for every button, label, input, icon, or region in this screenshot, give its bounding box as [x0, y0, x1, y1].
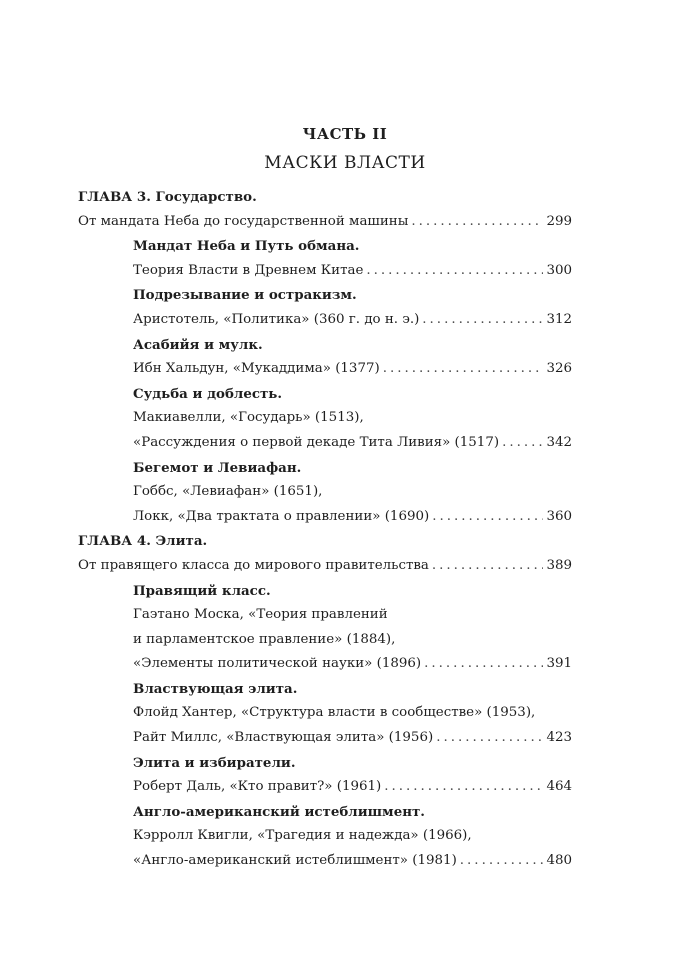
toc-entry[interactable] [78, 431, 572, 456]
page-number: 391 [546, 656, 572, 672]
dot-leader [436, 726, 543, 751]
toc-entry[interactable] [78, 849, 572, 874]
part-title: МАСКИ ВЛАСТИ [264, 153, 426, 173]
dot-leader [411, 210, 543, 235]
entry-text: «Рассуждения о первой декаде Тита Ливия» (1517) [133, 434, 500, 450]
page-number: 480 [546, 853, 572, 869]
page-number: 299 [546, 213, 572, 229]
part-header [0, 124, 690, 174]
chapter-3-title[interactable]: ГЛАВА 3. Государство. [78, 189, 257, 205]
section-heading[interactable]: Элита и избиратели. [133, 754, 296, 771]
entry-text: «Англо-американский истеблишмент» (1981) [133, 853, 457, 869]
section-heading[interactable]: Бегемот и Левиафан. [133, 459, 302, 476]
page-number: 389 [546, 557, 572, 573]
chapter-subtitle: От мандата Неба до государственной машины [78, 213, 409, 229]
section-heading[interactable]: Асабийя и мулк. [133, 336, 263, 353]
entry-text: «Элементы политической науки» (1896) [133, 656, 422, 672]
entry-text-line: Кэрролл Квигли, «Трагедия и надежда» (1966), [133, 828, 472, 844]
entry-text-line: Гаэтано Моска, «Теория правлений [133, 607, 388, 623]
section-heading[interactable]: Властвующая элита. [133, 680, 298, 697]
toc-entry[interactable] [78, 357, 572, 382]
dot-leader [383, 357, 544, 382]
section-heading[interactable]: Судьба и доблесть. [133, 385, 283, 402]
entry-text-line: Макиавелли, «Государь» (1513), [133, 410, 364, 426]
dot-leader [502, 431, 543, 456]
part-label: ЧАСТЬ II [302, 125, 388, 143]
dot-leader [460, 849, 544, 874]
dot-leader [424, 652, 543, 677]
page-number: 360 [546, 508, 572, 524]
page-number: 342 [546, 434, 572, 450]
section-heading[interactable]: Англо-американский истеблишмент. [133, 803, 425, 820]
entry-text: Теория Власти в Древнем Китае [133, 262, 364, 278]
toc-entry[interactable] [78, 726, 572, 751]
dot-leader [432, 554, 544, 579]
section-heading[interactable]: Мандат Неба и Путь обмана. [133, 238, 360, 255]
entry-text: Аристотель, «Политика» (360 г. до н. э.) [133, 311, 420, 327]
toc-entry[interactable] [78, 308, 572, 333]
chapter-subtitle: От правящего класса до мирового правительства [78, 557, 429, 573]
entry-text: Локк, «Два трактата о правлении» (1690) [133, 508, 430, 524]
toc-entry[interactable] [78, 652, 572, 677]
dot-leader [366, 259, 543, 284]
toc-entry[interactable] [78, 775, 572, 800]
chapter-4-title[interactable]: ГЛАВА 4. Элита. [78, 533, 208, 550]
chapter-3-subtitle-row[interactable] [78, 210, 572, 235]
page-number: 423 [546, 730, 572, 746]
entry-text-line: и парламентское правление» (1884), [133, 631, 396, 647]
dot-leader [422, 308, 543, 333]
entry-text-line: Гоббс, «Левиафан» (1651), [133, 484, 323, 500]
entry-text: Роберт Даль, «Кто правит?» (1961) [133, 779, 382, 795]
page-number: 312 [546, 311, 572, 327]
entry-text-line: Флойд Хантер, «Структура власти в сообществе» (1953), [133, 705, 536, 721]
toc-entry[interactable] [78, 259, 572, 284]
section-heading[interactable]: Подрезывание и остракизм. [133, 287, 357, 304]
page-number: 464 [546, 779, 572, 795]
entry-text: Ибн Хальдун, «Мукаддима» (1377) [133, 361, 380, 377]
entry-text: Райт Миллс, «Властвующая элита» (1956) [133, 730, 434, 746]
toc-entry[interactable] [78, 505, 572, 530]
dot-leader [432, 505, 543, 530]
section-heading[interactable]: Правящий класс. [133, 582, 271, 599]
dot-leader [384, 775, 543, 800]
page-number: 300 [546, 262, 572, 278]
table-of-contents [78, 185, 572, 874]
page-number: 326 [546, 361, 572, 377]
chapter-4-subtitle-row[interactable] [78, 554, 572, 579]
